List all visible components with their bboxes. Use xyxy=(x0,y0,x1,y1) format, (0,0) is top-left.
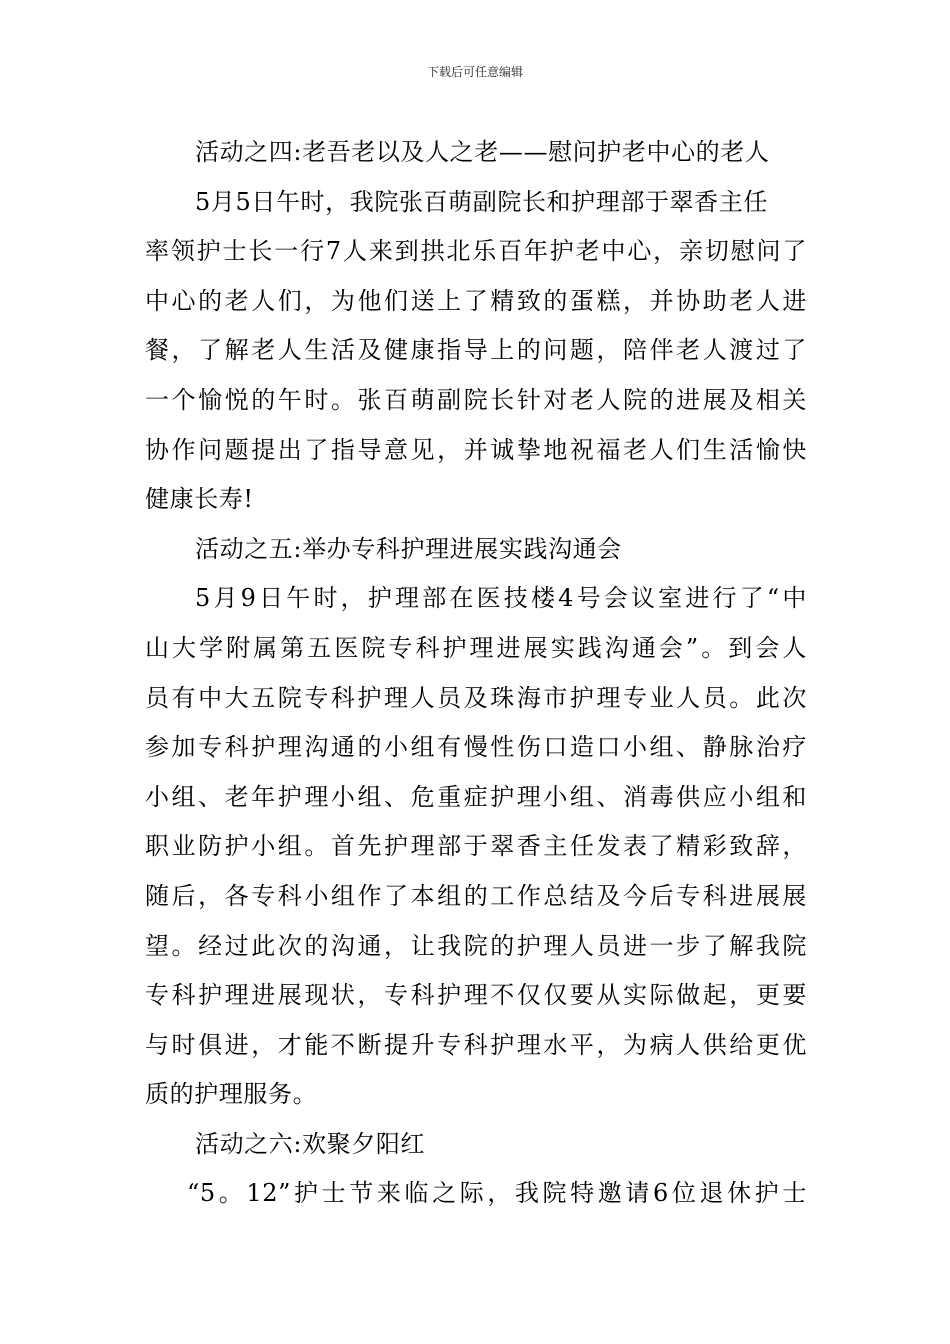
text-line: 活动之四:老吾老以及人之老——慰问护老中心的老人 xyxy=(195,138,770,166)
text-line: 率领护士长一行7人来到拱北乐百年护老中心，亲切慰问了 xyxy=(145,237,807,266)
text-line: 山大学附属第五医院专科护理进展实践沟通会”。到会人 xyxy=(145,633,807,662)
text-line: 专科护理进展现状，专科护理不仅仅要从实际做起，更要 xyxy=(145,981,807,1010)
section-heading: 活动之五:举办专科护理进展实践沟通会 xyxy=(195,534,622,563)
section-heading: 活动之六:欢聚夕阳红 xyxy=(195,1129,426,1158)
text-line: 健康长寿! xyxy=(145,485,254,514)
text-line: 协作问题提出了指导意见，并诚挚地祝福老人们生活愉快 xyxy=(145,435,807,464)
text-line: 质的护理服务。 xyxy=(145,1080,318,1109)
text-line: 一个愉悦的午时。张百萌副院长针对老人院的进展及相关 xyxy=(145,385,807,414)
text-line: 餐，了解老人生活及健康指导上的问题，陪伴老人渡过了 xyxy=(145,336,807,365)
text-line: 随后，各专科小组作了本组的工作总结及今后专科进展展 xyxy=(145,881,807,910)
document-body xyxy=(145,128,807,1219)
text-line: 5月5日午时，我院张百萌副院长和护理部于翠香主任 xyxy=(195,187,768,216)
text-line: “5。12”护士节来临之际，我院特邀请6位退休护士 xyxy=(187,1179,807,1208)
text-line: 与时俱进，才能不断提升专科护理水平，为病人供给更优 xyxy=(145,1030,807,1059)
text-line: 望。经过此次的沟通，让我院的护理人员进一步了解我院 xyxy=(145,931,807,960)
text-line: 职业防护小组。首先护理部于翠香主任发表了精彩致辞， xyxy=(145,832,807,861)
text-line: 参加专科护理沟通的小组有慢性伤口造口小组、静脉治疗 xyxy=(145,733,807,762)
text-line: 小组、老年护理小组、危重症护理小组、消毒供应小组和 xyxy=(145,782,807,811)
text-line: 中心的老人们，为他们送上了精致的蛋糕，并协助老人进 xyxy=(145,286,807,315)
text-line: 5月9日午时，护理部在医技楼4号会议室进行了“中 xyxy=(195,584,807,613)
page-header: 下载后可任意编辑 xyxy=(426,65,523,79)
text-line: 员有中大五院专科护理人员及珠海市护理专业人员。此次 xyxy=(145,683,807,712)
